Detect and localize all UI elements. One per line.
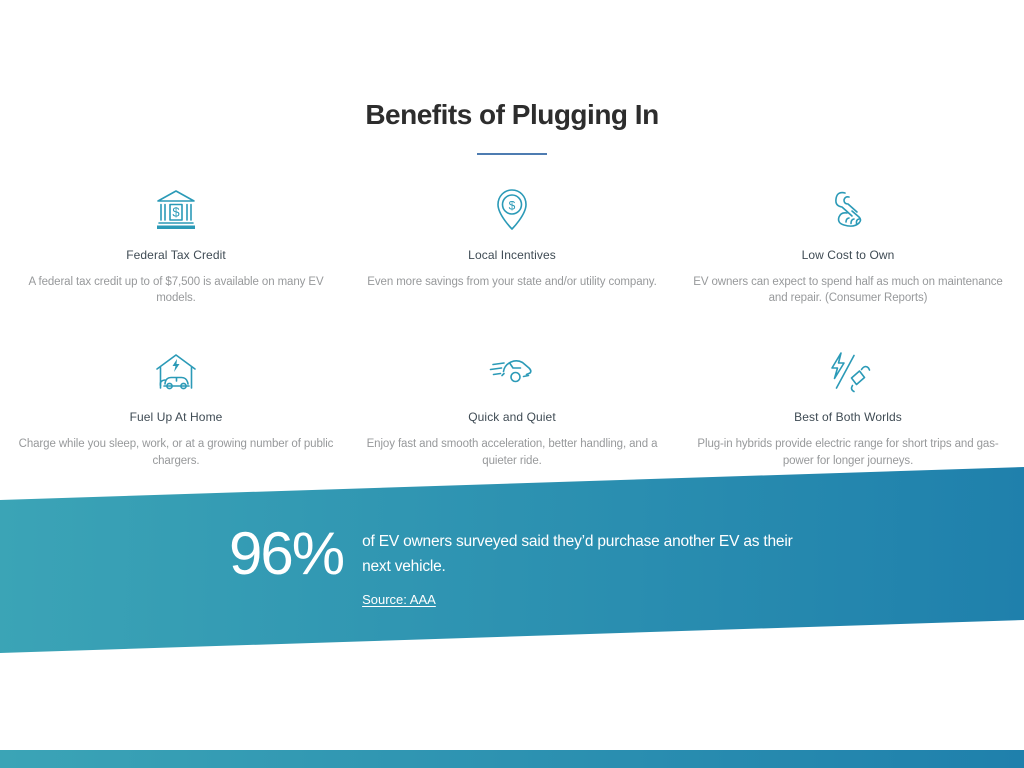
next-section-band	[0, 750, 1024, 768]
svg-text:$: $	[172, 204, 180, 220]
benefit-title: Best of Both Worlds	[794, 410, 902, 425]
map-pin-dollar-icon	[487, 185, 537, 235]
bolt-fuel-pump-icon	[823, 347, 873, 397]
benefit-title: Quick and Quiet	[468, 410, 556, 425]
benefit-local-incentives	[344, 185, 680, 307]
benefit-description: Charge while you sleep, work, or at a growing number of public chargers.	[18, 438, 334, 467]
benefit-federal-tax-credit	[8, 185, 344, 307]
benefit-title: Federal Tax Credit	[126, 247, 226, 262]
benefit-title: Local Incentives	[468, 247, 556, 262]
benefit-fuel-up-at-home	[8, 347, 344, 469]
benefit-description: EV owners can expect to spend half as much on maintenance and repair. (Consumer Reports)	[693, 275, 1003, 305]
benefit-quick-and-quiet	[344, 347, 680, 469]
benefit-title: Fuel Up At Home	[129, 410, 223, 425]
source-link[interactable]: Source: AAA	[362, 592, 436, 608]
stat-banner-content	[229, 516, 814, 609]
stat-text: of EV owners surveyed said they’d purchase another EV as their next vehicle.	[362, 533, 793, 576]
benefit-description: A federal tax credit up to of $7,500 is available on many EV models.	[28, 275, 324, 305]
page-title: Benefits of Plugging In	[365, 99, 659, 130]
benefit-title: Low Cost to Own	[801, 247, 895, 262]
stat-value: 96%	[229, 520, 344, 587]
svg-text:$: $	[508, 198, 516, 213]
benefit-low-cost-to-own	[680, 185, 1016, 307]
benefit-description: Enjoy fast and smooth acceleration, better handling, and a quieter ride.	[366, 438, 658, 467]
benefit-description: Even more savings from your state and/or utility company.	[367, 275, 657, 288]
benefit-best-of-both-worlds	[680, 347, 1016, 469]
benefits-grid	[8, 185, 1016, 470]
fast-car-icon	[487, 347, 537, 397]
garage-car-charging-icon	[151, 347, 201, 397]
title-underline	[477, 153, 547, 155]
bank-dollar-icon	[151, 185, 201, 235]
benefit-description: Plug-in hybrids provide electric range for short trips and gas-power for longer journeys.	[697, 438, 999, 467]
hand-wrench-icon	[823, 185, 873, 235]
